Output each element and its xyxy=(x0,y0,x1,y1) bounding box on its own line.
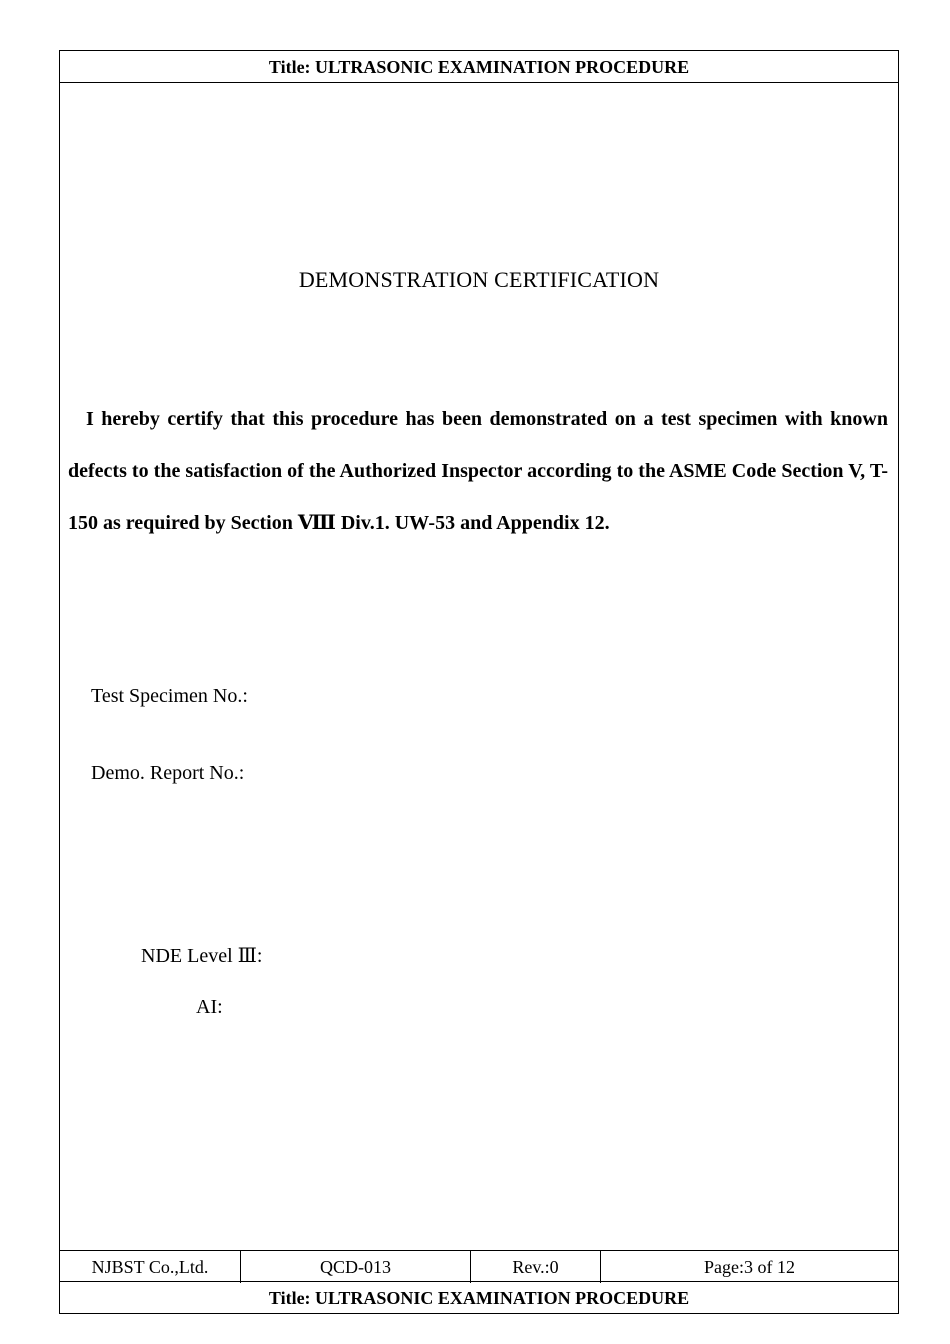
nde-level-label: NDE Level Ⅲ: xyxy=(141,945,263,967)
ai-label: AI: xyxy=(196,996,223,1018)
document-frame xyxy=(59,50,899,1314)
footer-company: NJBST Co.,Ltd. xyxy=(60,1251,241,1283)
footer-doc-number: QCD-013 xyxy=(241,1251,471,1283)
certification-statement: I hereby certify that this procedure has been demonstrated on a test specimen with known defects to the satisfaction of the Authorized Inspector according to the ASME Code Section V, T-150 as required by Section Ⅷ Div.1. UW-53 and Appendix 12. xyxy=(68,408,888,534)
header-title: Title: ULTRASONIC EXAMINATION PROCEDURE xyxy=(60,51,898,83)
demo-report-no-label: Demo. Report No.: xyxy=(91,762,245,784)
footer-info-row xyxy=(60,1250,898,1283)
page-title: DEMONSTRATION CERTIFICATION xyxy=(298,267,660,292)
test-specimen-no-label: Test Specimen No.: xyxy=(91,685,248,707)
footer-page-number: Page:3 of 12 xyxy=(704,1257,795,1277)
footer-title: Title: ULTRASONIC EXAMINATION PROCEDURE xyxy=(60,1281,898,1313)
footer-revision: Rev.:0 xyxy=(471,1251,601,1283)
